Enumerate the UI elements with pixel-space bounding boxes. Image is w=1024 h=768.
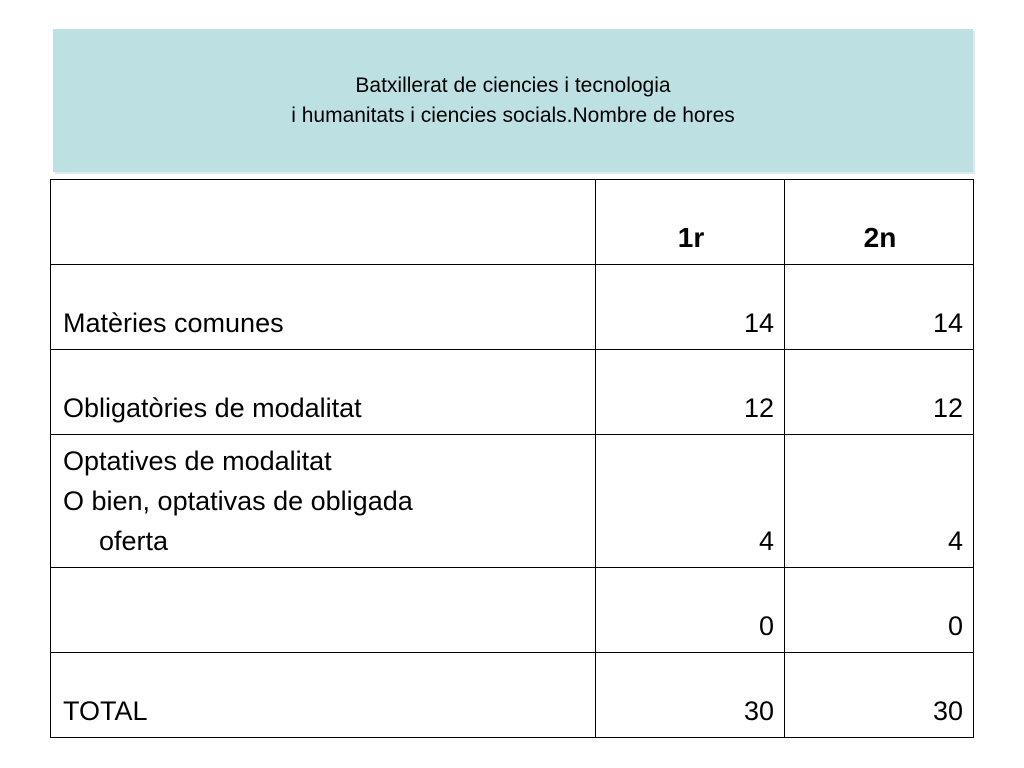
row-label-text: O bien, optativas de obligada (63, 486, 413, 516)
row-label (51, 653, 596, 738)
row-label-text: Optatives de modalitat (63, 446, 332, 476)
header-cell-empty (51, 180, 596, 265)
value-2n: 0 (785, 568, 974, 653)
table-row-total (51, 653, 974, 738)
table-header-row (51, 180, 974, 265)
row-label-text: Obligatòries de modalitat (63, 393, 362, 423)
value-2n: 14 (785, 265, 974, 350)
slide-title-line-1: Batxillerat de ciencies i tecnologia (355, 73, 671, 97)
row-label-text: oferta (99, 526, 169, 556)
value-1r: 12 (596, 350, 785, 435)
table-row (51, 265, 974, 350)
slide-title-line-2: i humanitats i ciencies socials.Nombre de hores (291, 103, 735, 127)
value-1r: 30 (596, 653, 785, 738)
row-label (51, 435, 596, 568)
slide-title-box (53, 29, 973, 172)
table-row (51, 568, 974, 653)
row-label (51, 568, 596, 653)
row-label-text: Matèries comunes (63, 308, 284, 338)
table-row (51, 350, 974, 435)
row-label-text: TOTAL (63, 696, 148, 726)
header-cell-2n: 2n (785, 180, 974, 265)
header-cell-1r: 1r (596, 180, 785, 265)
table-row (51, 435, 974, 568)
row-label (51, 350, 596, 435)
value-1r: 4 (596, 435, 785, 568)
value-2n: 12 (785, 350, 974, 435)
row-label (51, 265, 596, 350)
value-2n: 4 (785, 435, 974, 568)
hours-table (50, 179, 974, 738)
value-1r: 14 (596, 265, 785, 350)
value-1r: 0 (596, 568, 785, 653)
value-2n: 30 (785, 653, 974, 738)
